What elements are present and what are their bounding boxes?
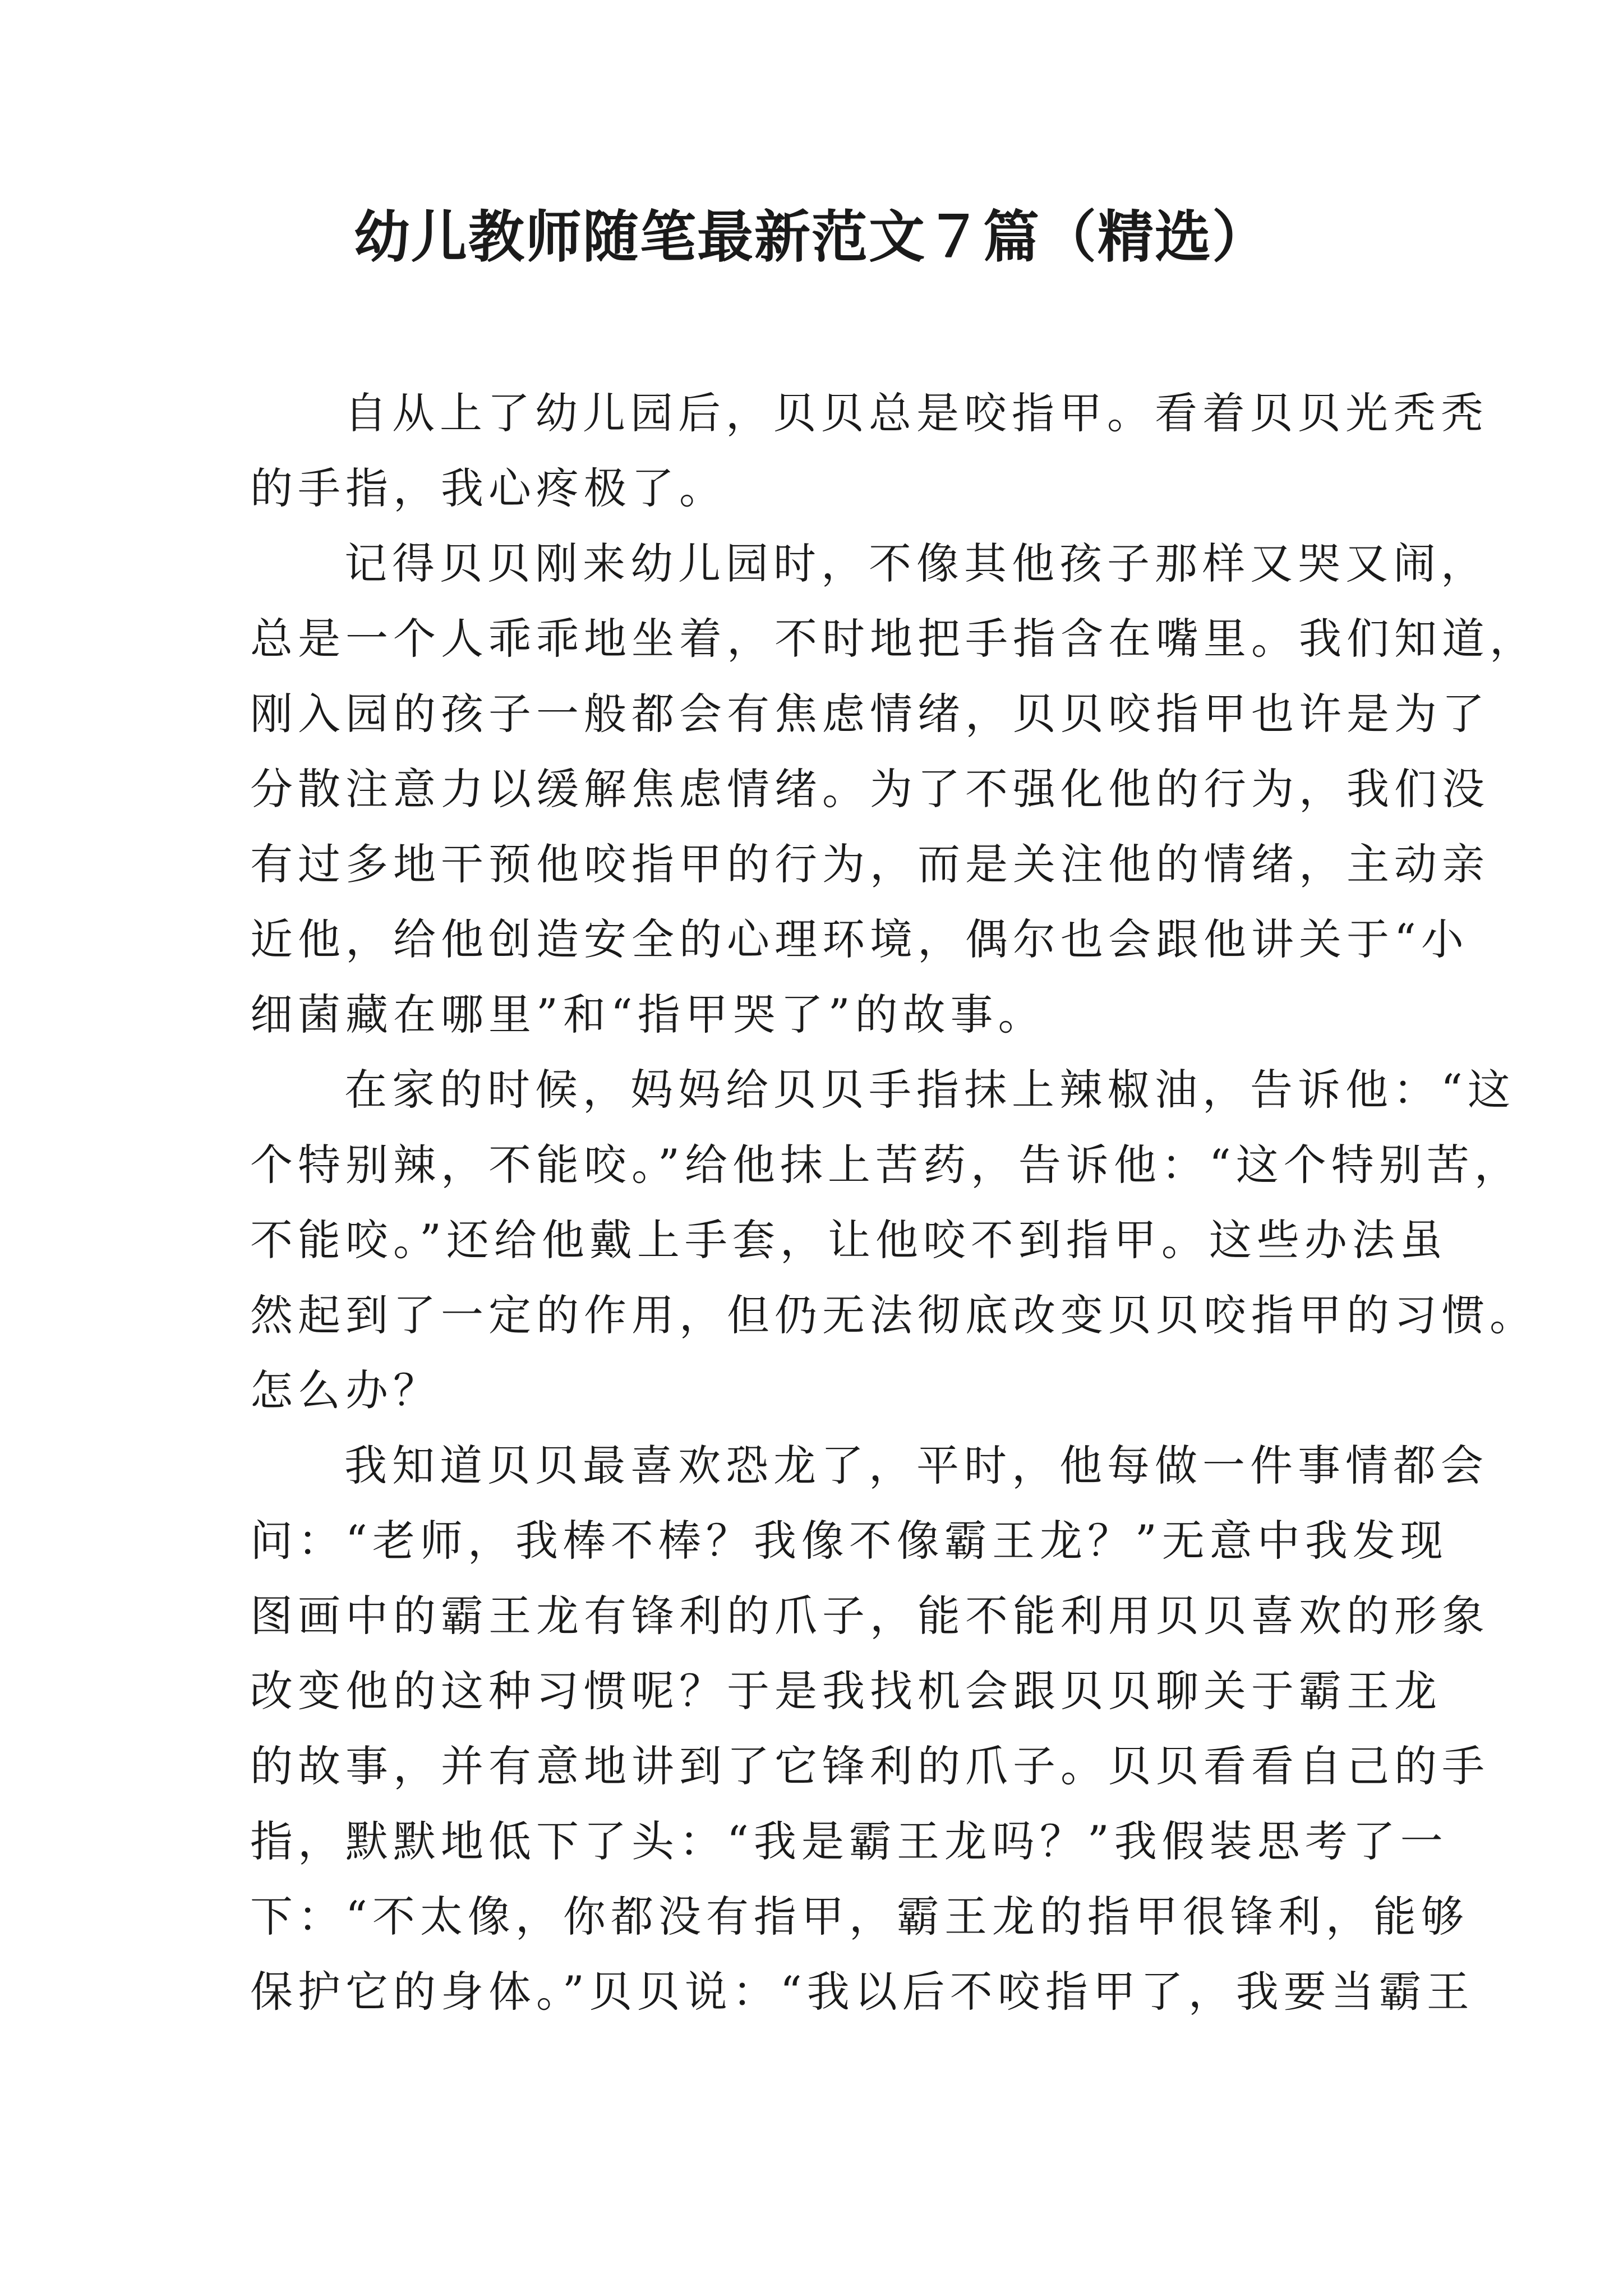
paragraph-line: 有过多地干预他咬指甲的行为，而是关注他的情绪，主动亲 bbox=[250, 839, 1490, 889]
paragraph-line: 保护它的身体。”贝贝说：“我以后不咬指甲了，我要当霸王 bbox=[250, 1967, 1474, 2017]
paragraph-line: 不能咬。”还给他戴上手套，让他咬不到指甲。这些办法虽 bbox=[250, 1215, 1447, 1265]
paragraph-line: 改变他的这种习惯呢？于是我找机会跟贝贝聊关于霸王龙 bbox=[250, 1666, 1442, 1716]
paragraph-line: 我知道贝贝最喜欢恐龙了，平时，他每做一件事情都会 bbox=[344, 1441, 1488, 1490]
paragraph-line: 近他，给他创造安全的心理环境，偶尔也会跟他讲关于“小 bbox=[250, 914, 1469, 964]
paragraph-line: 在家的时候，妈妈给贝贝手指抹上辣椒油，告诉他：“这 bbox=[344, 1065, 1515, 1115]
document-body bbox=[250, 376, 1537, 2030]
paragraph-line: 刚入园的孩子一般都会有焦虑情绪，贝贝咬指甲也许是为了 bbox=[250, 689, 1490, 739]
paragraph-line: 的故事，并有意地讲到了它锋利的爪子。贝贝看看自己的手 bbox=[250, 1741, 1490, 1791]
paragraph-line: 分散注意力以缓解焦虑情绪。为了不强化他的行为，我们没 bbox=[250, 764, 1490, 814]
paragraph-line: 个特别辣，不能咬。”给他抹上苦药，告诉他：“这个特别苦， bbox=[250, 1140, 1522, 1190]
paragraph-line: 总是一个人乖乖地坐着，不时地把手指含在嘴里。我们知道， bbox=[250, 614, 1537, 664]
paragraph-line: 然起到了一定的作用，但仍无法彻底改变贝贝咬指甲的习惯。 bbox=[250, 1290, 1537, 1340]
paragraph-line: 的手指，我心疼极了。 bbox=[250, 463, 727, 513]
paragraph-line: 自从上了幼儿园后，贝贝总是咬指甲。看着贝贝光秃秃 bbox=[344, 388, 1488, 438]
paragraph-line: 记得贝贝刚来幼儿园时，不像其他孩子那样又哭又闹， bbox=[344, 539, 1488, 588]
paragraph-line: 下：“不太像，你都没有指甲，霸王龙的指甲很锋利，能够 bbox=[250, 1892, 1469, 1941]
paragraph-line: 怎么办？ bbox=[250, 1365, 441, 1415]
paragraph-line: 细菌藏在哪里”和“指甲哭了”的故事。 bbox=[250, 990, 1046, 1039]
paragraph-line: 图画中的霸王龙有锋利的爪子，能不能利用贝贝喜欢的形象 bbox=[250, 1591, 1490, 1641]
paragraph-line: 问：“老师，我棒不棒？我像不像霸王龙？”无意中我发现 bbox=[250, 1516, 1448, 1566]
document-title: 幼儿教师随笔最新范文７篇（精选） bbox=[354, 204, 1269, 270]
paragraph-line: 指，默默地低下了头：“我是霸王龙吗？”我假装思考了一 bbox=[250, 1816, 1448, 1866]
